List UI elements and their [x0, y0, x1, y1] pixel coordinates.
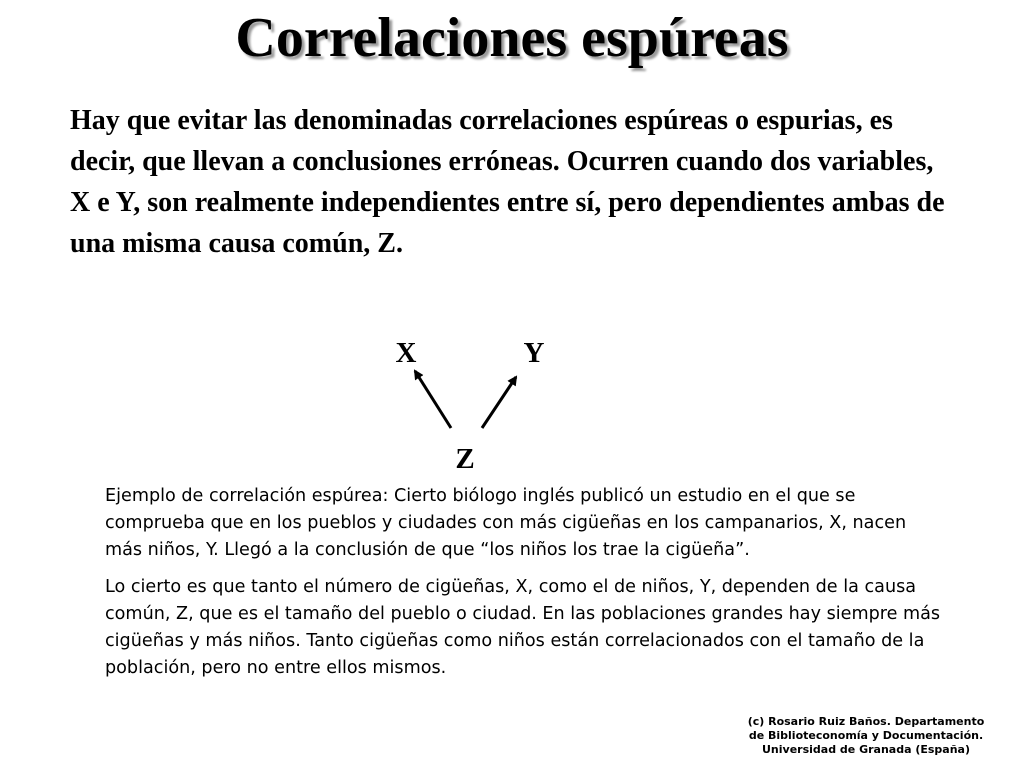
explanation-paragraph: Lo cierto es que tanto el número de cigüeñas, X, como el de niños, Y, dependen de la causa común, Z, que es el tamaño del pueblo o ciudad. En las poblaciones grandes hay siempre más cigüeñas y más niños. Tanto cigüeñas como niños están correlacionados con el tamaño de la población, pero no entre ellos mismos. — [105, 577, 941, 678]
intro-paragraph: Hay que evitar las denominadas correlaciones espúreas o espurias, es decir, que llevan a conclusiones erróneas. Ocurren cuando dos variables, X e Y, son realmente independientes entre sí, pero dependientes ambas de una misma causa común, Z. — [70, 105, 945, 259]
arrow-z-to-x — [415, 371, 451, 428]
example-paragraph: Ejemplo de correlación espúrea: Cierto biólogo inglés publicó un estudio en el que se comprueba que en los pueblos y ciudades con más cigüeñas en los campanarios, X, nacen más niños, Y. Llegó a la conclusión de que “los niños los trae la cigüeña”. — [105, 486, 907, 560]
arrow-z-to-y — [482, 377, 516, 428]
credit-line-3: Universidad de Granada (España) — [762, 743, 970, 756]
credit-line-1: (c) Rosario Ruiz Baños. Departamento — [747, 715, 985, 728]
credit-line-2: de Biblioteconomía y Documentación. — [748, 729, 984, 742]
example-section — [105, 483, 945, 692]
diagram-node-y: Y — [523, 337, 545, 369]
slide-title: Correlaciones espúreas — [235, 7, 789, 69]
diagram-node-x: X — [395, 337, 417, 369]
diagram-node-z: Z — [455, 443, 475, 475]
copyright-credit — [736, 715, 996, 757]
